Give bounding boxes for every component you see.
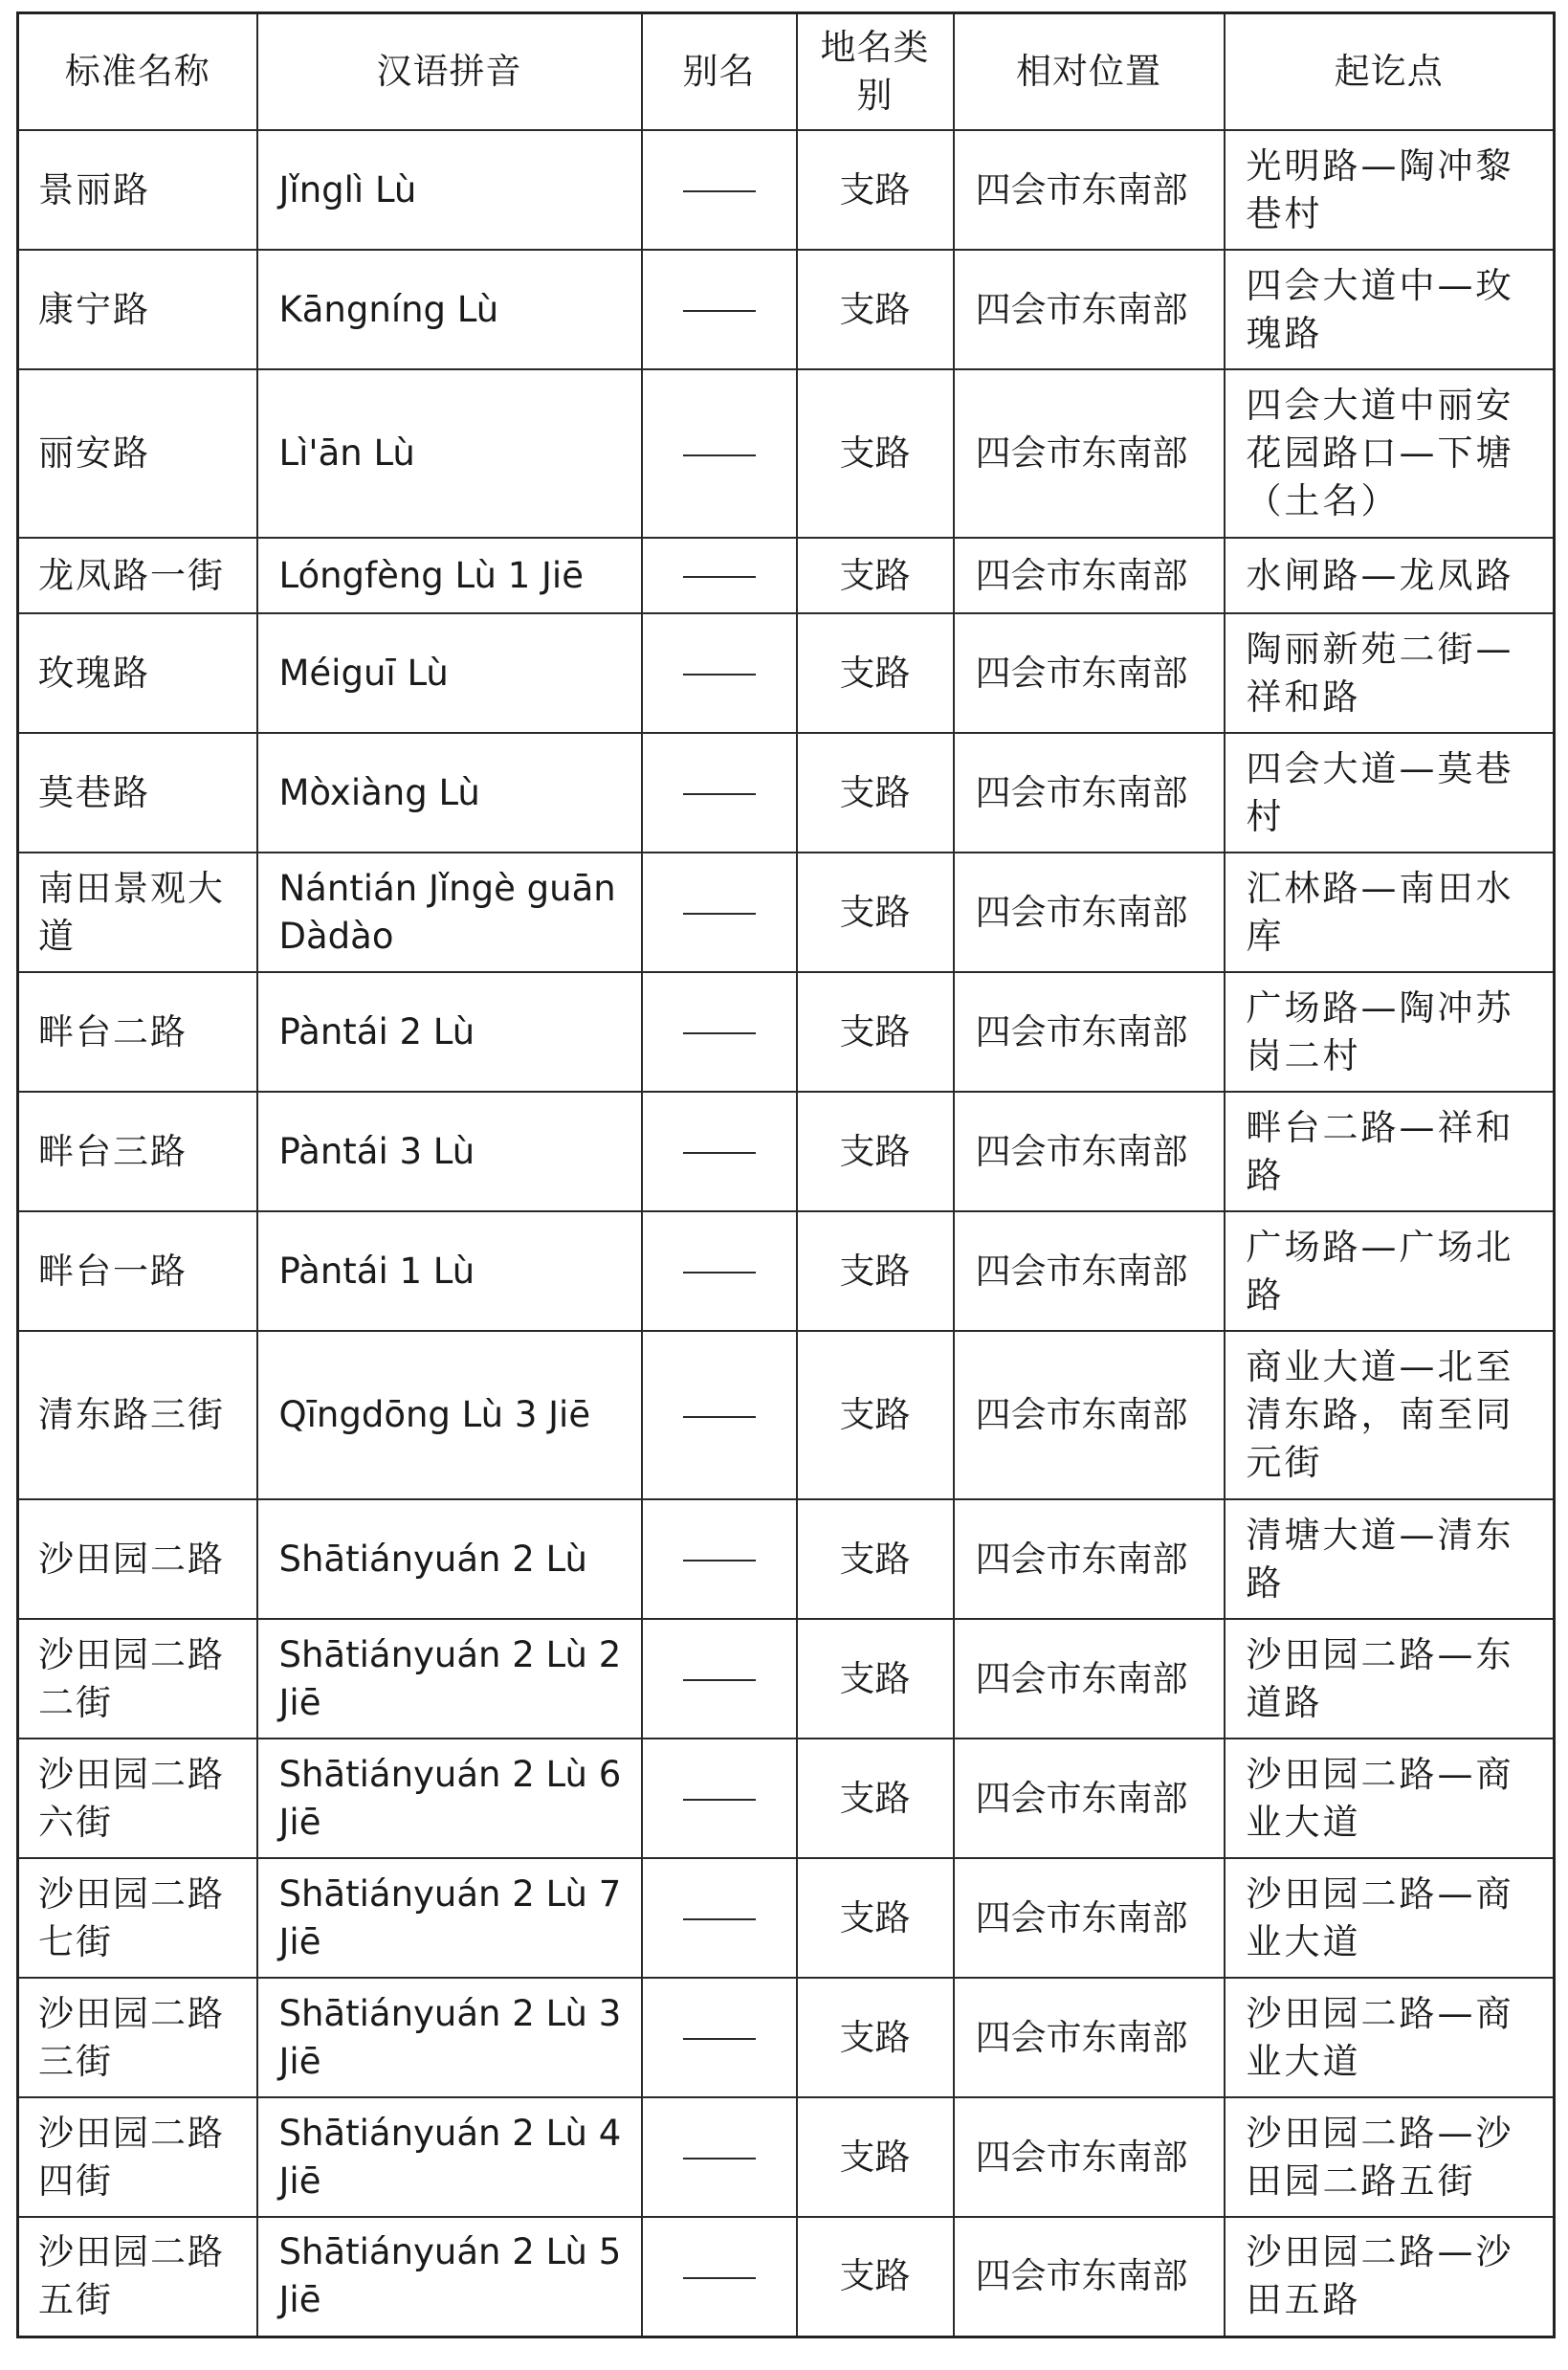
cell-relative-location: 四会市东南部 [954, 1211, 1225, 1331]
table-row [18, 250, 1555, 369]
cell-pinyin: Nántián Jǐngè guān Dàdào [257, 853, 642, 972]
cell-standard-name: 清东路三街 [18, 1331, 257, 1499]
cell-relative-location: 四会市东南部 [954, 2217, 1225, 2337]
cell-place-type: 支路 [797, 853, 954, 972]
cell-pinyin: Shātiányuán 2 Lù 6 Jiē [257, 1739, 642, 1858]
cell-start-end: 沙田园二路—东道路 [1225, 1619, 1555, 1739]
table-row [18, 1499, 1555, 1619]
alias-dash [683, 310, 756, 312]
cell-pinyin: Pàntái 2 Lù [257, 972, 642, 1092]
cell-alias [642, 972, 797, 1092]
cell-relative-location: 四会市东南部 [954, 1499, 1225, 1619]
cell-place-type: 支路 [797, 1739, 954, 1858]
cell-place-type: 支路 [797, 2097, 954, 2217]
cell-alias [642, 1858, 797, 1978]
cell-alias [642, 613, 797, 733]
table-row [18, 972, 1555, 1092]
alias-dash [683, 1152, 756, 1154]
cell-place-type: 支路 [797, 1499, 954, 1619]
table-row [18, 2097, 1555, 2217]
cell-place-type: 支路 [797, 733, 954, 853]
cell-place-type: 支路 [797, 1092, 954, 1211]
cell-relative-location: 四会市东南部 [954, 853, 1225, 972]
cell-relative-location: 四会市东南部 [954, 2097, 1225, 2217]
cell-start-end: 商业大道—北至清东路，南至同元街 [1225, 1331, 1555, 1499]
cell-standard-name: 莫巷路 [18, 733, 257, 853]
cell-relative-location: 四会市东南部 [954, 250, 1225, 369]
cell-start-end: 沙田园二路—商业大道 [1225, 1858, 1555, 1978]
cell-alias [642, 1331, 797, 1499]
alias-dash [683, 1799, 756, 1801]
cell-pinyin: Méiguī Lù [257, 613, 642, 733]
cell-standard-name: 龙凤路一街 [18, 538, 257, 613]
cell-standard-name: 沙田园二路五街 [18, 2217, 257, 2337]
cell-pinyin: Lóngfèng Lù 1 Jiē [257, 538, 642, 613]
cell-place-type: 支路 [797, 1331, 954, 1499]
cell-alias [642, 853, 797, 972]
cell-relative-location: 四会市东南部 [954, 1092, 1225, 1211]
cell-alias [642, 2217, 797, 2337]
alias-dash [683, 454, 756, 456]
cell-pinyin: Lì'ān Lù [257, 369, 642, 538]
table-row [18, 613, 1555, 733]
cell-alias [642, 1978, 797, 2097]
cell-place-type: 支路 [797, 1858, 954, 1978]
cell-pinyin: Shātiányuán 2 Lù 3 Jiē [257, 1978, 642, 2097]
cell-pinyin: Jǐnglì Lù [257, 130, 642, 250]
cell-standard-name: 景丽路 [18, 130, 257, 250]
cell-start-end: 沙田园二路—沙田园二路五街 [1225, 2097, 1555, 2217]
table-row [18, 853, 1555, 972]
alias-dash [683, 1032, 756, 1034]
cell-start-end: 水闸路—龙凤路 [1225, 538, 1555, 613]
cell-standard-name: 沙田园二路三街 [18, 1978, 257, 2097]
cell-start-end: 陶丽新苑二街—祥和路 [1225, 613, 1555, 733]
header-pinyin: 汉语拼音 [257, 13, 642, 131]
header-row [18, 13, 1555, 131]
table-body [18, 130, 1555, 2337]
cell-alias [642, 369, 797, 538]
alias-dash [683, 674, 756, 676]
table-row [18, 369, 1555, 538]
cell-pinyin: Shātiányuán 2 Lù 2 Jiē [257, 1619, 642, 1739]
cell-place-type: 支路 [797, 369, 954, 538]
cell-pinyin: Mòxiàng Lù [257, 733, 642, 853]
cell-standard-name: 沙田园二路七街 [18, 1858, 257, 1978]
cell-alias [642, 1619, 797, 1739]
header-place-type: 地名类别 [797, 13, 954, 131]
cell-relative-location: 四会市东南部 [954, 613, 1225, 733]
alias-dash [683, 1272, 756, 1274]
cell-start-end: 沙田园二路—商业大道 [1225, 1978, 1555, 2097]
cell-start-end: 广场路—陶冲苏岗二村 [1225, 972, 1555, 1092]
cell-place-type: 支路 [797, 130, 954, 250]
alias-dash [683, 913, 756, 915]
cell-pinyin: Kāngníng Lù [257, 250, 642, 369]
cell-start-end: 汇林路—南田水库 [1225, 853, 1555, 972]
table-row [18, 1211, 1555, 1331]
table-row [18, 130, 1555, 250]
cell-place-type: 支路 [797, 250, 954, 369]
cell-start-end: 广场路—广场北路 [1225, 1211, 1555, 1331]
cell-pinyin: Shātiányuán 2 Lù 7 Jiē [257, 1858, 642, 1978]
cell-standard-name: 玫瑰路 [18, 613, 257, 733]
cell-start-end: 沙田园二路—沙田五路 [1225, 2217, 1555, 2337]
place-name-table-container [16, 11, 1553, 2338]
cell-standard-name: 丽安路 [18, 369, 257, 538]
cell-pinyin: Shātiányuán 2 Lù 5 Jiē [257, 2217, 642, 2337]
cell-alias [642, 1739, 797, 1858]
table-row [18, 2217, 1555, 2337]
cell-alias [642, 1499, 797, 1619]
alias-dash [683, 2277, 756, 2279]
cell-standard-name: 畔台二路 [18, 972, 257, 1092]
cell-place-type: 支路 [797, 538, 954, 613]
alias-dash [683, 576, 756, 578]
alias-dash [683, 1560, 756, 1562]
cell-pinyin: Shātiányuán 2 Lù 4 Jiē [257, 2097, 642, 2217]
cell-relative-location: 四会市东南部 [954, 1619, 1225, 1739]
cell-standard-name: 畔台一路 [18, 1211, 257, 1331]
cell-alias [642, 2097, 797, 2217]
cell-alias [642, 1092, 797, 1211]
place-name-table [16, 11, 1556, 2338]
cell-standard-name: 沙田园二路二街 [18, 1619, 257, 1739]
header-relative-location: 相对位置 [954, 13, 1225, 131]
table-row [18, 538, 1555, 613]
cell-alias [642, 538, 797, 613]
cell-standard-name: 沙田园二路 [18, 1499, 257, 1619]
cell-pinyin: Pàntái 3 Lù [257, 1092, 642, 1211]
table-row [18, 733, 1555, 853]
cell-start-end: 沙田园二路—商业大道 [1225, 1739, 1555, 1858]
cell-relative-location: 四会市东南部 [954, 1858, 1225, 1978]
cell-relative-location: 四会市东南部 [954, 1739, 1225, 1858]
cell-pinyin: Pàntái 1 Lù [257, 1211, 642, 1331]
table-row [18, 1858, 1555, 1978]
alias-dash [683, 2158, 756, 2160]
cell-place-type: 支路 [797, 2217, 954, 2337]
cell-standard-name: 沙田园二路六街 [18, 1739, 257, 1858]
cell-start-end: 四会大道—莫巷村 [1225, 733, 1555, 853]
cell-standard-name: 南田景观大道 [18, 853, 257, 972]
cell-relative-location: 四会市东南部 [954, 1331, 1225, 1499]
cell-standard-name: 康宁路 [18, 250, 257, 369]
cell-relative-location: 四会市东南部 [954, 538, 1225, 613]
cell-relative-location: 四会市东南部 [954, 130, 1225, 250]
header-standard-name: 标准名称 [18, 13, 257, 131]
alias-dash [683, 793, 756, 795]
cell-relative-location: 四会市东南部 [954, 733, 1225, 853]
cell-place-type: 支路 [797, 613, 954, 733]
cell-pinyin: Shātiányuán 2 Lù [257, 1499, 642, 1619]
table-header [18, 13, 1555, 131]
alias-dash [683, 190, 756, 192]
header-alias: 别名 [642, 13, 797, 131]
cell-place-type: 支路 [797, 972, 954, 1092]
cell-alias [642, 130, 797, 250]
table-row [18, 1739, 1555, 1858]
alias-dash [683, 1918, 756, 1920]
alias-dash [683, 1416, 756, 1418]
cell-place-type: 支路 [797, 1211, 954, 1331]
table-row [18, 1978, 1555, 2097]
cell-pinyin: Qīngdōng Lù 3 Jiē [257, 1331, 642, 1499]
cell-start-end: 清塘大道—清东路 [1225, 1499, 1555, 1619]
table-row [18, 1092, 1555, 1211]
table-row [18, 1331, 1555, 1499]
cell-relative-location: 四会市东南部 [954, 972, 1225, 1092]
cell-start-end: 畔台二路—祥和路 [1225, 1092, 1555, 1211]
alias-dash [683, 2038, 756, 2040]
alias-dash [683, 1679, 756, 1681]
header-start-end: 起讫点 [1225, 13, 1555, 131]
cell-standard-name: 畔台三路 [18, 1092, 257, 1211]
cell-start-end: 光明路—陶冲黎巷村 [1225, 130, 1555, 250]
cell-start-end: 四会大道中—玫瑰路 [1225, 250, 1555, 369]
table-row [18, 1619, 1555, 1739]
cell-alias [642, 733, 797, 853]
cell-start-end: 四会大道中丽安花园路口—下塘（土名） [1225, 369, 1555, 538]
cell-relative-location: 四会市东南部 [954, 1978, 1225, 2097]
cell-relative-location: 四会市东南部 [954, 369, 1225, 538]
cell-alias [642, 1211, 797, 1331]
cell-place-type: 支路 [797, 1619, 954, 1739]
cell-place-type: 支路 [797, 1978, 954, 2097]
cell-alias [642, 250, 797, 369]
cell-standard-name: 沙田园二路四街 [18, 2097, 257, 2217]
